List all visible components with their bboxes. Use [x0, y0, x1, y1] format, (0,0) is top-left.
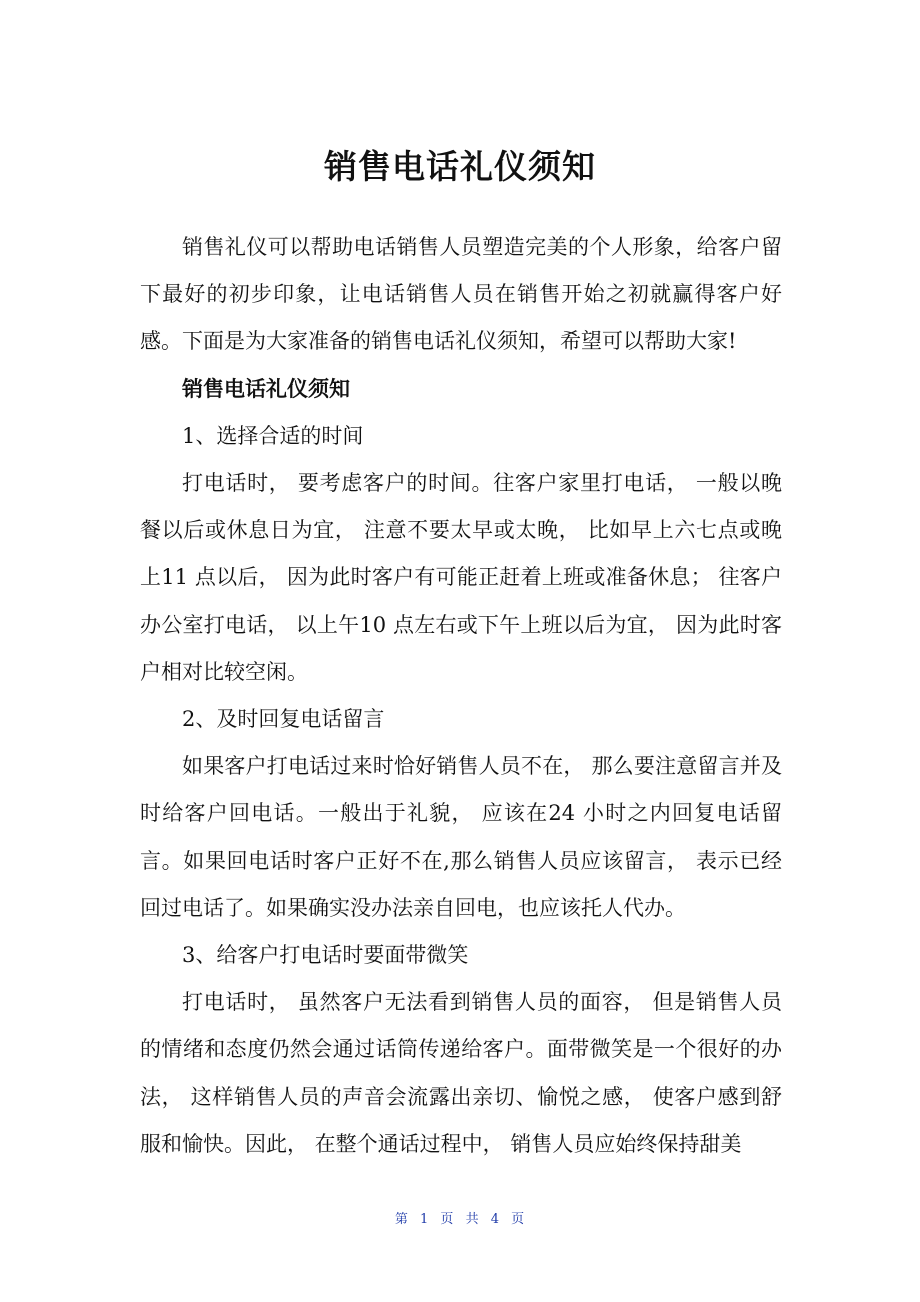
document-body	[140, 224, 782, 1168]
section-heading: 销售电话礼仪须知	[182, 376, 350, 401]
item-heading-2: 2、及时回复电话留言	[182, 707, 385, 732]
item-paragraph-2: 如果客户打电话过来时恰好销售人员不在， 那么要注意留言并及时给客户回电话。一般出于礼貌， 应该在24 小时之内回复电话留言。如果回电话时客户正好不在,那么销售人员应该留言， 表示已经回过电话了。如果确实没办法亲自回电，也应该托人代办。	[140, 754, 782, 920]
item-paragraph-3: 打电话时， 虽然客户无法看到销售人员的面容， 但是销售人员的情绪和态度仍然会通过话筒传递给客户。面带微笑是一个很好的办法， 这样销售人员的声音会流露出亲切、愉悦之感， 使客户感到舒服和愉快。因此， 在整个通话过程中， 销售人员应始终保持甜美	[140, 990, 782, 1156]
item-heading-3: 3、给客户打电话时要面带微笑	[182, 943, 469, 968]
page-footer	[0, 1208, 920, 1227]
item-heading-1: 1、选择合适的时间	[182, 423, 364, 448]
footer-total-word: 共	[465, 1212, 480, 1227]
document-title: 销售电话礼仪须知	[324, 147, 596, 186]
item-paragraph-1: 打电话时， 要考虑客户的时间。往客户家里打电话， 一般以晚餐以后或休息日为宜， 注意不要太早或太晚， 比如早上六七点或晚上11 点以后， 因为此时客户有可能正赶着上班或准备休息； 往客户办公室打电话， 以上午10 点左右或下午上班以后为宜， 因为此时客户相对比较空闲。	[140, 471, 782, 684]
footer-prefix: 第	[394, 1212, 409, 1227]
footer-page-word: 页	[440, 1212, 455, 1227]
footer-page-number: 1	[419, 1212, 430, 1227]
intro-paragraph: 销售礼仪可以帮助电话销售人员塑造完美的个人形象，给客户留下最好的初步印象，让电话销售人员在销售开始之初就赢得客户好感。下面是为大家准备的销售电话礼仪须知，希望可以帮助大家!	[140, 235, 782, 354]
footer-suffix: 页	[511, 1212, 526, 1227]
footer-total-pages: 4	[490, 1212, 500, 1227]
